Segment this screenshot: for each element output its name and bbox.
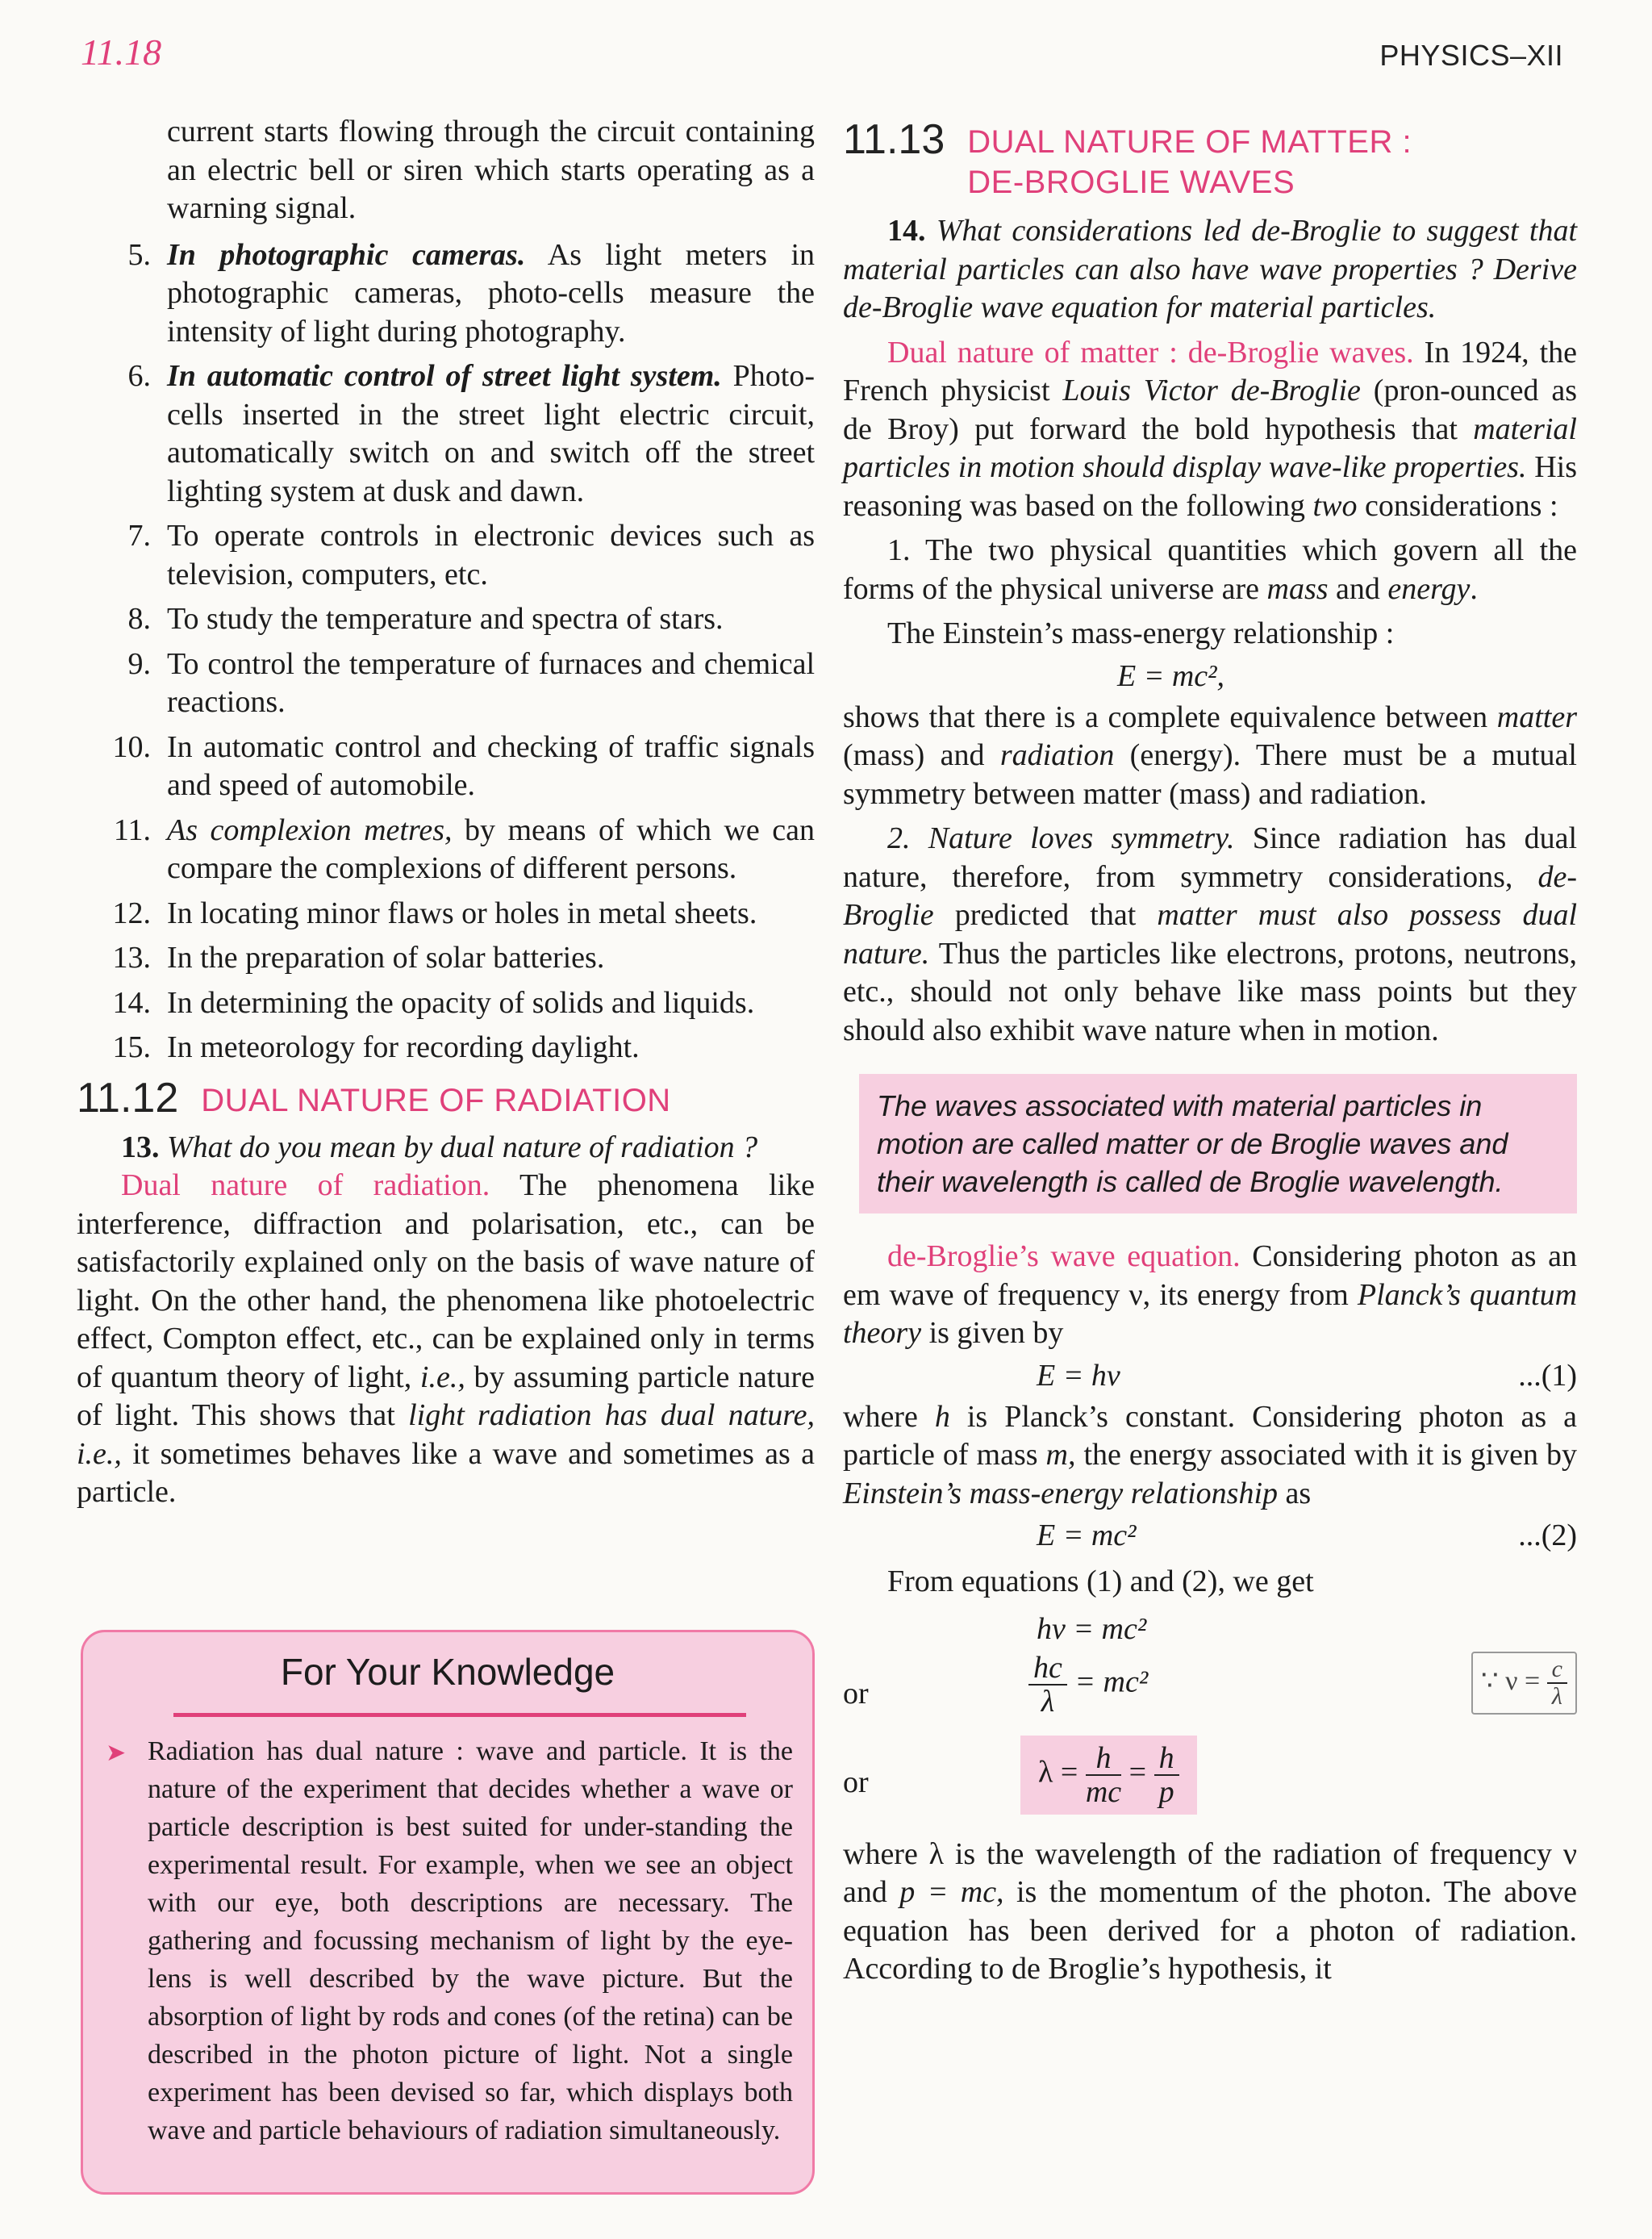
- box-text: Radiation has dual nature : wave and particle. It is the nature of the experiment that decides whether a wave or particle description is best suited for under-standing the experimental result. For example, when we see an object with our eye, both descriptions are necessary. The gathering and focussing mechanism of light by the eye-lens is well described by the wave picture. But the absorption of light by rods and cones (of the retina) can be described in the photon picture of light. Not a single experiment has been devised so far, which displays both wave and particle behaviours of radiation simultaneously.: [148, 1736, 793, 2145]
- question-14: 14. What considerations led de-Broglie to suggest that material particles can also have wave properties ? Derive de-Broglie wave equation for material particles.: [843, 214, 1578, 324]
- paragraph: where h is Planck’s constant. Considering photon as a particle of mass m, the energy associated with it is given by Einstein’s mass-energy relationship as: [843, 1399, 1577, 1510]
- paragraph: de-Broglie’s wave equation. Considering photon as an em wave of frequency ν, its energy from Planck’s quantum theory is given by: [843, 1239, 1578, 1350]
- list-item: 14. In determining the opacity of solids and liquids.: [112, 985, 755, 1020]
- paragraph: where λ is the wavelength of the radiation of frequency ν and p = mc, is the momentum of the photon. The above equation has been derived for a photon of radiation. According to de Broglie’s hypothesis, it: [843, 1836, 1577, 1986]
- continued-text: current starts flowing through the circuit containing an electric bell or siren which starts operating as a warning signal.: [167, 115, 815, 225]
- paragraph: 1. The two physical quantities which govern all the forms of the physical universe are mass and energy.: [843, 533, 1577, 606]
- definition-highlight: The waves associated with material particles in motion are called matter or de Broglie waves and their wavelength is called de Broglie wavelength.: [859, 1074, 1577, 1213]
- book-title: PHYSICS–XII: [1379, 39, 1563, 72]
- list-item: 10. In automatic control and checking of traffic signals and speed of automobile.: [112, 729, 815, 802]
- right-column: [843, 117, 1577, 1989]
- list-item: 7. To operate controls in electronic devices such as television, computers, etc.: [127, 519, 815, 591]
- arrow-bullet-icon: ➤: [106, 1740, 127, 1766]
- equation-4: $\frac{hc}{\lambda}$ = mc²: [1028, 1652, 1148, 1718]
- question-13: 13. What do you mean by dual nature of radiation ?: [121, 1130, 758, 1164]
- list-item: 9. To control the temperature of furnaces and chemical reactions.: [127, 646, 815, 719]
- list-item: 5. In photographic cameras. As light meters in photographic cameras, photo-cells measure the intensity of light during photography.: [127, 237, 816, 349]
- list-item: 15. In meteorology for recording daylight.: [112, 1030, 640, 1064]
- applications-list: [77, 236, 815, 1067]
- or-label: or: [843, 1765, 869, 1799]
- section-heading-11-12: [77, 1076, 815, 1121]
- equation-4-row: [843, 1652, 1577, 1740]
- for-your-knowledge-box: [81, 1630, 815, 2195]
- section-title: DUAL NATURE OF RADIATION: [201, 1082, 671, 1118]
- section-number: 11.13: [843, 116, 945, 163]
- list-item: 6. In automatic control of street light system. Photo-cells inserted in the street light electric circuit, automatically switch on and switch off the street lighting system at dusk and dawn.: [127, 359, 815, 508]
- box-divider: [173, 1713, 746, 1717]
- box-title: For Your Knowledge: [280, 1651, 615, 1693]
- equation-3: hν = mc²: [1037, 1611, 1147, 1646]
- equation-1: E = hν ...(1): [1037, 1358, 1577, 1393]
- answer-13: Dual nature of radiation. The phenomena like interference, diffraction and polarisation, etc., can be satisfactorily explained only on the basis of wave nature of light. On the other hand, the phenomena like photoelectric effect, Compton effect, etc., can be explained only in terms of quantum theory of light, i.e., by assuming particle nature of light. This shows that light radiation has dual nature, i.e., it sometimes behaves like a wave and sometimes as a particle.: [77, 1168, 816, 1509]
- page-number: 11.18: [81, 31, 162, 73]
- equation-2: E = mc² ...(2): [1037, 1518, 1577, 1552]
- left-column: [77, 113, 815, 1512]
- or-label: or: [843, 1676, 869, 1711]
- list-item: 12. In locating minor flaws or holes in metal sheets.: [112, 896, 757, 930]
- section-heading-11-13: [843, 117, 1577, 203]
- de-broglie-wavelength-formula: λ = $\frac{h}{mc}$ = $\frac{h}{p}$: [1020, 1736, 1197, 1815]
- paragraph: From equations (1) and (2), we get: [887, 1564, 1314, 1598]
- paragraph: shows that there is a complete equivalence between matter (mass) and radiation (energy). There must be a mutual symmetry between matter (mass) and radiation.: [843, 700, 1577, 811]
- equation-5-row: [843, 1740, 1577, 1829]
- paragraph: 2. Nature loves symmetry. Since radiation has dual nature, therefore, from symmetry considerations, de-Broglie predicted that matter must also possess dual nature. Thus the particles like electrons, protons, neutrons, etc., should not only behave like mass points but they should also exhibit wave nature when in motion.: [843, 821, 1578, 1047]
- equation-mc2: E = mc²,: [1117, 658, 1225, 693]
- list-item: 13. In the preparation of solar batteries.: [112, 941, 605, 975]
- section-number: 11.12: [77, 1074, 179, 1122]
- list-item: 11. As complexion metres, by means of which we can compare the complexions of different persons.: [113, 812, 816, 885]
- paragraph: Dual nature of matter : de-Broglie waves. In 1924, the French physicist Louis Victor de-Broglie (pron-ounced as de Broy) put forward the bold hypothesis that material particles in motion should display wave-like properties. His reasoning was based on the following two considerations :: [843, 335, 1578, 523]
- list-item: 8. To study the temperature and spectra of stars.: [127, 602, 724, 636]
- section-title: DUAL NATURE OF MATTER : DE-BROGLIE WAVES: [967, 124, 1412, 200]
- bracket-note: ∵ ν = $\frac{c}{\lambda}$: [1471, 1652, 1577, 1715]
- paragraph: The Einstein’s mass-energy relationship :: [887, 616, 1395, 650]
